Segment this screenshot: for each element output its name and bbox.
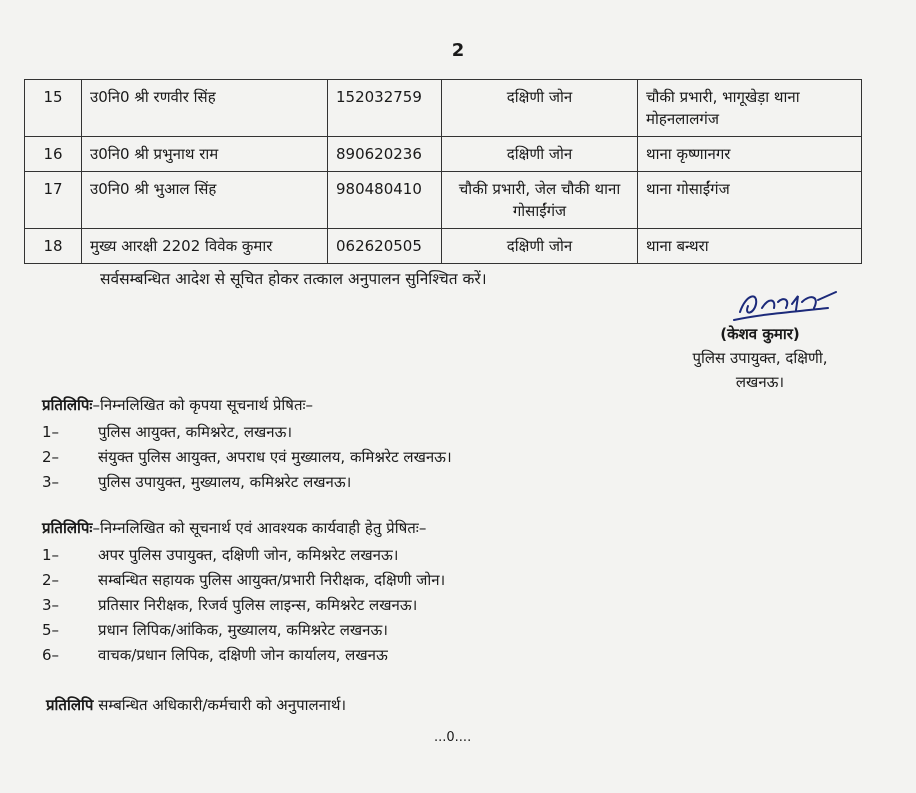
table-row: [25, 80, 862, 137]
current-posting-cell: चौकी प्रभारी, जेल चौकी थाना गोसाईंगंज: [442, 172, 638, 229]
signatory-place: लखनऊ।: [735, 373, 785, 391]
current-posting-cell: दक्षिणी जोन: [442, 80, 638, 137]
signatory-designation: पुलिस उपायुक्त, दक्षिणी,: [692, 349, 828, 367]
copy-heading: [42, 395, 452, 415]
list-item: [42, 444, 452, 469]
list-item: [42, 617, 445, 642]
pno-cell: 980480410: [328, 172, 442, 229]
list-item: [42, 419, 452, 444]
list-item-number: 6–: [42, 645, 60, 664]
pno-cell: 890620236: [328, 137, 442, 172]
compliance-copy-text: सम्बन्धित अधिकारी/कर्मचारी को अनुपालनार्थ।: [93, 696, 347, 714]
copy-for-information: [42, 395, 452, 494]
new-posting-cell: चौकी प्रभारी, भागूखेड़ा थाना मोहनलालगंज: [638, 80, 862, 137]
list-item-number: 3–: [42, 472, 60, 491]
list-item: [42, 642, 445, 667]
list-item-text: अपर पुलिस उपायुक्त, दक्षिणी जोन, कमिश्नरेट लखनऊ।: [98, 545, 399, 564]
new-posting-cell: थाना बन्थरा: [638, 229, 862, 264]
list-item-number: 1–: [42, 422, 60, 441]
table-row: [25, 137, 862, 172]
officer-name-cell: उ0नि0 श्री रणवीर सिंह: [82, 80, 328, 137]
pno-cell: 062620505: [328, 229, 442, 264]
serial-no-cell: 18: [25, 229, 82, 264]
table-row: [25, 172, 862, 229]
officer-name-cell: मुख्य आरक्षी 2202 विवेक कुमार: [82, 229, 328, 264]
list-item-number: 2–: [42, 570, 60, 589]
signature-block: [660, 286, 860, 394]
list-item-number: 3–: [42, 595, 60, 614]
list-item: [42, 592, 445, 617]
current-posting-cell: दक्षिणी जोन: [442, 229, 638, 264]
list-item-number: 2–: [42, 447, 60, 466]
list-item-text: पुलिस उपायुक्त, मुख्यालय, कमिश्नरेट लखनऊ।: [98, 472, 352, 491]
list-item-number: 5–: [42, 620, 60, 639]
copy-for-action: [42, 518, 445, 667]
pno-cell: 152032759: [328, 80, 442, 137]
list-item: [42, 469, 452, 494]
officer-name-cell: उ0नि0 श्री प्रभुनाथ राम: [82, 137, 328, 172]
list-item-number: 1–: [42, 545, 60, 564]
serial-no-cell: 17: [25, 172, 82, 229]
list-item-text: सम्बन्धित सहायक पुलिस आयुक्त/प्रभारी निरीक्षक, दक्षिणी जोन।: [98, 570, 446, 589]
signatory-name: (केशव कुमार): [720, 325, 800, 343]
copy-label: प्रतिलिपिः: [42, 396, 93, 414]
table-row: [25, 229, 862, 264]
list-item: [42, 542, 445, 567]
list-item-text: प्रतिसार निरीक्षक, रिजर्व पुलिस लाइन्स, कमिश्नरेट लखनऊ।: [98, 595, 418, 614]
copy-heading-text: –निम्नलिखित को कृपया सूचनार्थ प्रेषितः–: [92, 396, 314, 414]
list-item-text: प्रधान लिपिक/आंकिक, मुख्यालय, कमिश्नरेट लखनऊ।: [98, 620, 388, 639]
transfer-table: [24, 79, 862, 264]
serial-no-cell: 16: [25, 137, 82, 172]
copy-label: प्रतिलिपिः: [42, 519, 93, 537]
compliance-notice: सर्वसम्बन्धित आदेश से सूचित होकर तत्काल अनुपालन सुनिश्चित करें।: [100, 270, 487, 288]
current-posting-cell: दक्षिणी जोन: [442, 137, 638, 172]
list-item-text: संयुक्त पुलिस आयुक्त, अपराध एवं मुख्यालय, कमिश्नरेट लखनऊ।: [98, 447, 452, 466]
copy-label: प्रतिलिपि: [46, 696, 94, 714]
officer-name-cell: उ0नि0 श्री भुआल सिंह: [82, 172, 328, 229]
serial-no-cell: 15: [25, 80, 82, 137]
compliance-copy-line: [46, 695, 346, 715]
new-posting-cell: थाना कृष्णानगर: [638, 137, 862, 172]
end-marker: ...0....: [434, 730, 472, 745]
copy-heading-text: –निम्नलिखित को सूचनार्थ एवं आवश्यक कार्यवाही हेतु प्रेषितः–: [92, 519, 427, 537]
page-number: 2: [451, 40, 465, 61]
list-item-text: वाचक/प्रधान लिपिक, दक्षिणी जोन कार्यालय, लखनऊ: [98, 645, 388, 664]
list-item-text: पुलिस आयुक्त, कमिश्नरेट, लखनऊ।: [98, 422, 293, 441]
copy-heading: [42, 518, 445, 538]
new-posting-cell: थाना गोसाईंगंज: [638, 172, 862, 229]
list-item: [42, 567, 445, 592]
